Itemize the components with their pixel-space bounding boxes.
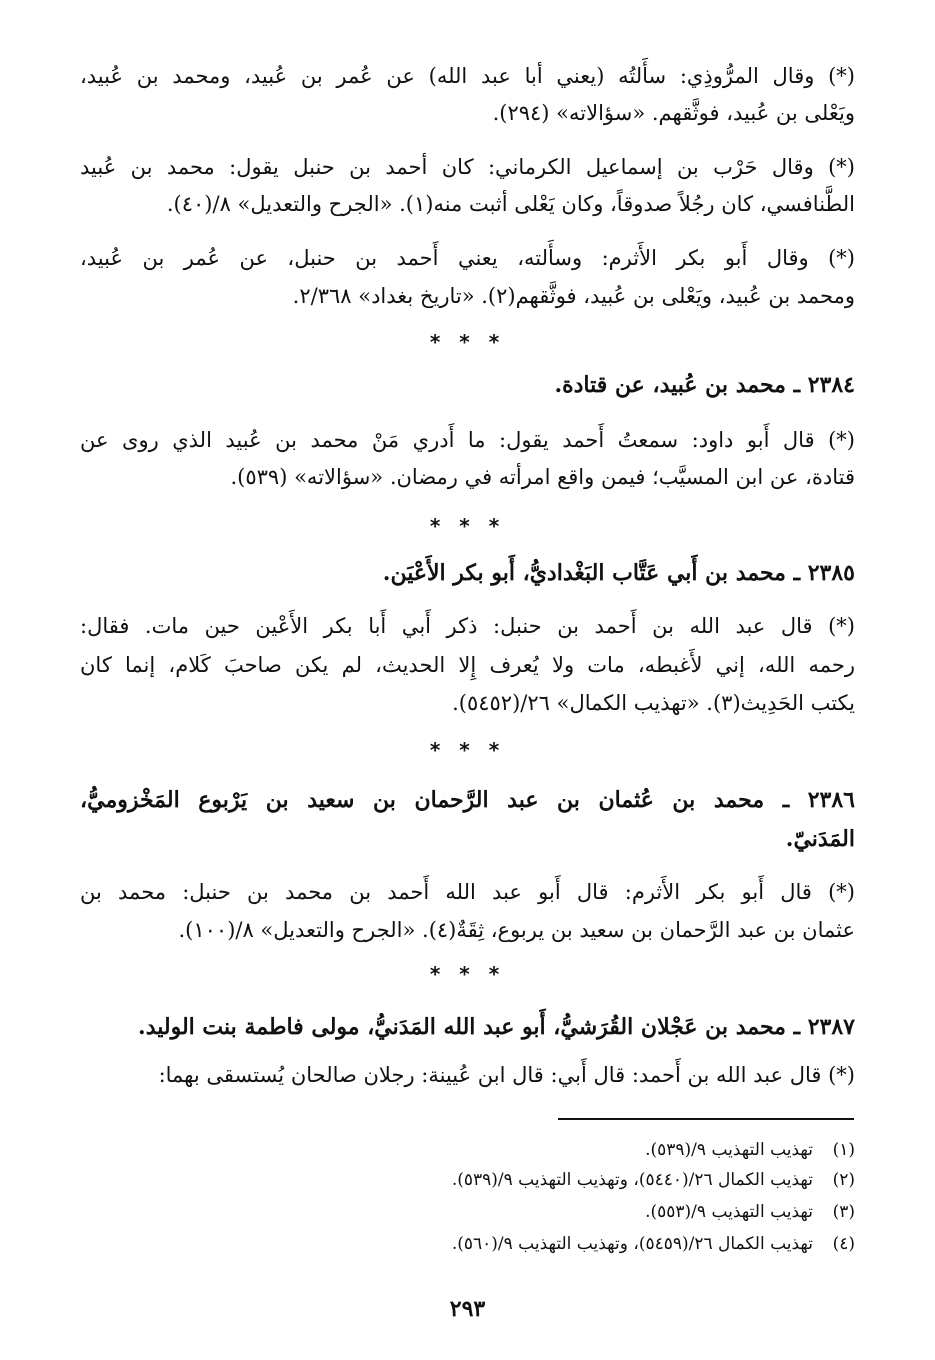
text-line: (*) وقال أَبو بكر الأَثرم: وسأَلته، يعني أَحمد بن حنبل، عن عُمر بن عُبيد،	[80, 246, 855, 270]
text-line: (*) قال عبد الله بن أَحمد: قال أَبي: قال ابن عُيينة: رجلان صالحان يُستسقى بهما:	[158, 1063, 855, 1087]
footnote-text: تهذيب الكمال ٢٦/(٥٤٥٩)، وتهذيب التهذيب ٩/(٥٦٠).	[451, 1234, 813, 1254]
entry-heading: المَدَنيّ.	[785, 826, 855, 852]
text-line: (*) قال أَبو بكر الأَثرم: قال أَبو عبد الله أَحمد بن محمد بن حنبل: محمد بن	[80, 880, 855, 904]
section-separator: * * *	[429, 962, 506, 986]
entry-heading: ٢٣٨٥ ـ محمد بن أَبي عَتَّاب البَغْداديُّ، أَبو بكر الأَعْيَن.	[382, 560, 855, 586]
page-number: ٢٩٣	[449, 1296, 486, 1322]
footnote	[80, 1198, 855, 1226]
text-line: (*) قال عبد الله بن أَحمد بن حنبل: ذكر أَبي أَبا بكر الأَعْين حين مات. فقال:	[80, 614, 855, 638]
footnote-rule	[558, 1118, 854, 1120]
footnote	[80, 1230, 855, 1258]
section-separator: * * *	[429, 514, 506, 538]
footnote-text: تهذيب التهذيب ٩/(٥٣٩).	[645, 1140, 813, 1160]
text-line: ويَعْلى بن عُبيد، فوثَّقهم. «سؤالاته» (٢٩٤).	[492, 101, 855, 125]
footnote-text: تهذيب الكمال ٢٦/(٥٤٤٠)، وتهذيب التهذيب ٩/(٥٣٩).	[451, 1170, 813, 1190]
section-separator: * * *	[429, 330, 506, 354]
text-line: (*) وقال المرُّوذِي: سأَلتُه (يعني أبا عبد الله) عن عُمر بن عُبيد، ومحمد بن عُبيد،	[80, 64, 855, 88]
footnote-number: (٣)	[832, 1202, 855, 1222]
text-line: (*) قال أَبو داود: سمعتُ أَحمد يقول: ما أَدري مَنْ محمد بن عُبيد الذي روى عن	[80, 428, 855, 452]
footnote	[80, 1166, 855, 1194]
section-separator: * * *	[429, 738, 506, 762]
text-line: (*) وقال حَرْب بن إسماعيل الكرماني: كان أحمد بن حنبل يقول: محمد بن عُبيد	[80, 155, 855, 179]
footnote-number: (٢)	[832, 1170, 855, 1190]
entry-heading: ٢٣٨٤ ـ محمد بن عُبيد، عن قتادة.	[554, 372, 855, 398]
footnote-number: (١)	[832, 1140, 855, 1160]
footnote-number: (٤)	[832, 1234, 855, 1254]
footnote	[80, 1136, 855, 1164]
entry-heading: ٢٣٨٧ ـ محمد بن عَجْلان القُرَشيُّ، أَبو عبد الله المَدَنيُّ، مولى فاطمة بنت الوليد.	[138, 1014, 855, 1040]
text-line: رحمه الله، إني لأَغبطه، مات ولا يُعرف إِلا الحديث، لم يكن صاحبَ كَلام، إنما كان	[80, 653, 855, 677]
footnote-text: تهذيب التهذيب ٩/(٥٥٣).	[645, 1202, 813, 1222]
entry-heading: ٢٣٨٦ ـ محمد بن عُثمان بن عبد الرَّحمان بن سعيد بن يَرْبوع المَخْزوميُّ،	[80, 787, 855, 813]
text-line: الطَّنافسي، كان رجُلاً صدوقاً، وكان يَعْلى أثبت منه(١). «الجرح والتعديل» ٨/(٤٠).	[166, 192, 855, 216]
text-line: ومحمد بن عُبيد، ويَعْلى بن عُبيد، فوثَّقهم(٢). «تاريخ بغداد» ٢/٣٦٨.	[292, 284, 855, 308]
text-line: يكتب الحَدِيث(٣). «تهذيب الكمال» ٢٦/(٥٤٥٢).	[452, 691, 855, 715]
text-line: قتادة، عن ابن المسيَّب؛ فيمن واقع امرأته في رمضان. «سؤالاته» (٥٣٩).	[230, 465, 855, 489]
text-line: عثمان بن عبد الرَّحمان بن سعيد بن يربوع، ثِقَةٌ(٤). «الجرح والتعديل» ٨/(١٠٠).	[178, 918, 855, 942]
